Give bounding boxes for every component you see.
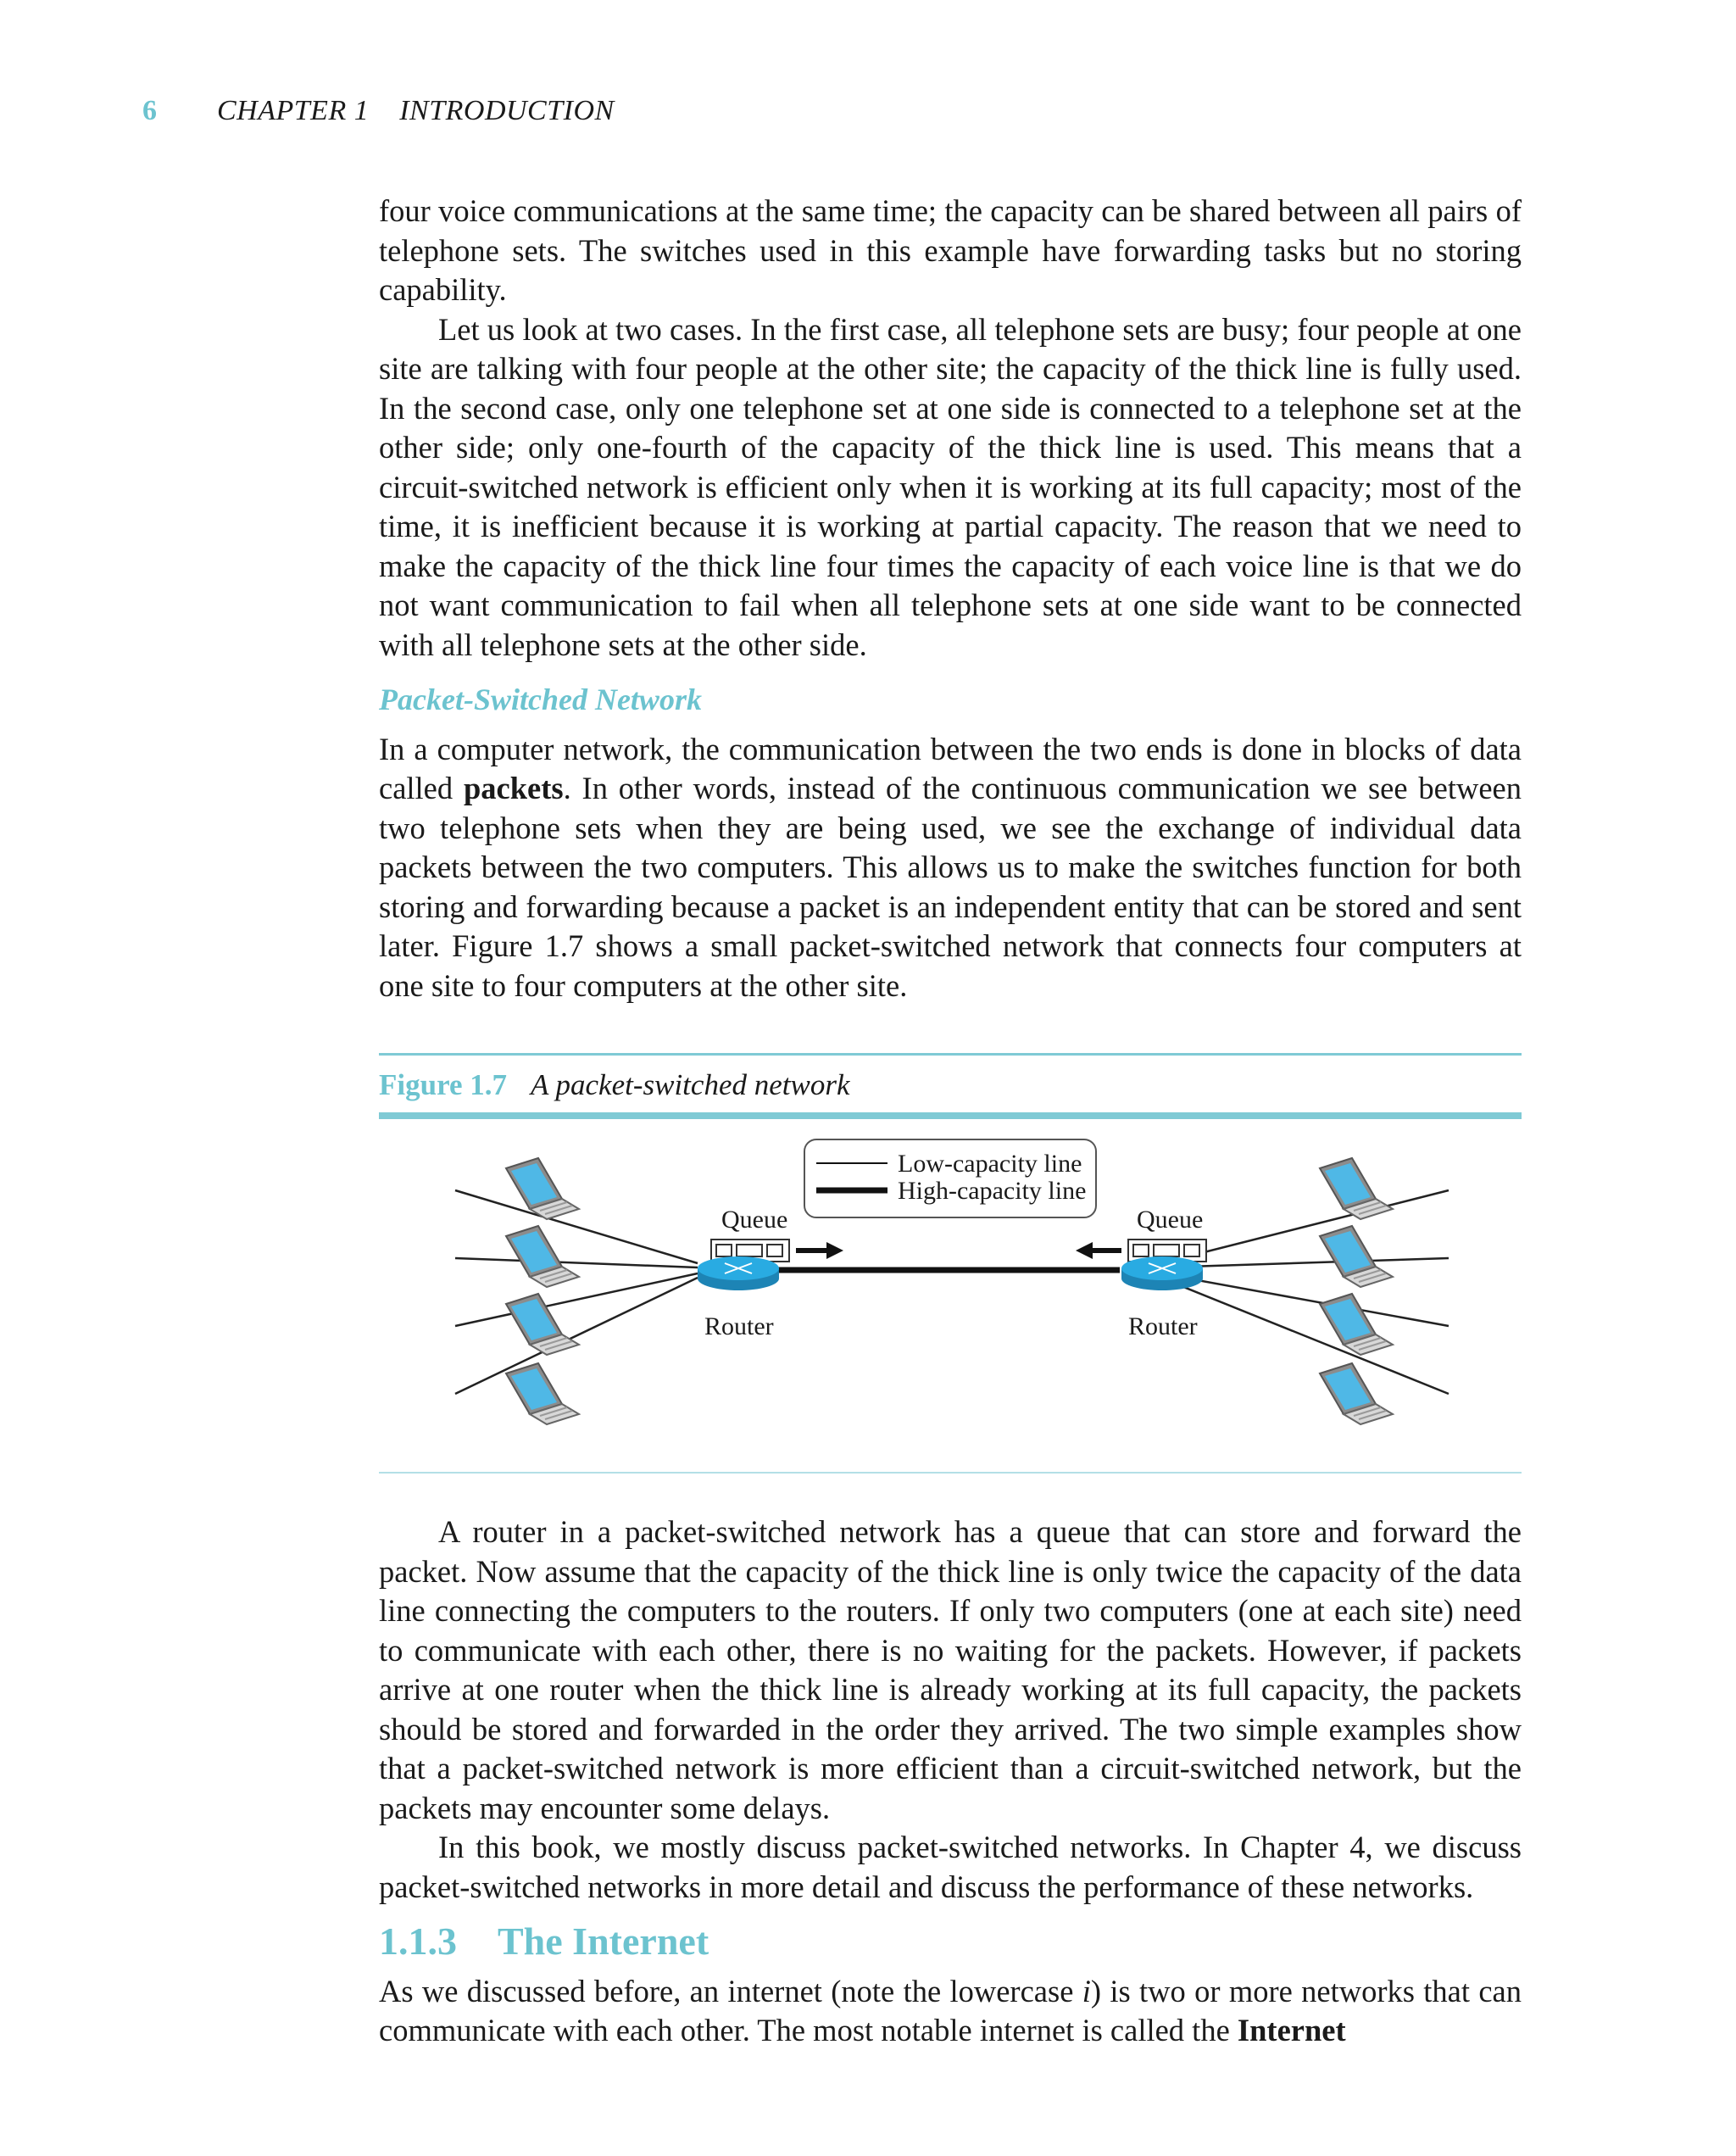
figure-1-7 [379, 1053, 1522, 1474]
router-left-label: Router [704, 1312, 774, 1340]
paragraph: four voice communications at the same time; the capacity can be shared between all pairs of telephone sets. The switches used in this example have forwarding tasks but no storing capability. [379, 193, 1522, 307]
text-span: ) is two or more networks that can communicate with each other. The most notable internet is called the [379, 1973, 1522, 2047]
figure-number: Figure 1.7 [379, 1068, 508, 1101]
laptop-icon [506, 1226, 579, 1287]
page-number: 6 [142, 95, 158, 126]
router-left-icon [698, 1256, 779, 1290]
laptop-icon [1320, 1226, 1393, 1287]
figure-rule-bottom [379, 1472, 1522, 1474]
section-title: The Internet [498, 1919, 709, 1963]
laptop-icon [506, 1294, 579, 1355]
paragraph: Let us look at two cases. In the first case, all telephone sets are busy; four people at one site are talking with four people at the other site; the capacity of the thick line is fully used. In the second case, only one telephone set at one side is connected to a telephone set at the other side; only one-fourth of the capacity of the thick line is used. This means that a circuit-switched network is efficient only when it is working at its full capacity; most of the time, it is inefficient because it is working at partial capacity. The reason that we need to make the capacity of the thick line four times the capacity of each voice line is that we do not want communication to fail when all telephone sets at one side want to be connected with all telephone sets at the other side. [379, 311, 1522, 662]
network-diagram [379, 1129, 1522, 1468]
text-span: In a computer network, the communication between the two ends is done in blocks of data called [379, 731, 1522, 805]
laptop-icon [1320, 1363, 1393, 1424]
italic-i: i [1082, 1973, 1091, 2008]
term-packets: packets [463, 771, 564, 805]
low-capacity-links-right [1160, 1190, 1449, 1394]
paragraph: A router in a packet-switched network has a queue that can store and forward the packet. Now assume that the capacity of the thick line is only twice the capacity of the data line connecting the computers to the routers. If only two computers (one at each site) need to communicate with each other, there is no waiting for the packets. However, if packets arrive at one router when the thick line is already working at its full capacity, the packets should be stored and forwarded in the order they arrived. The two simple examples show that a packet-switched network is more efficient than a circuit-switched network, but the packets may encounter some delays. [379, 1514, 1522, 1825]
queue-right-label: Queue [1137, 1206, 1204, 1234]
arrow-right-icon [796, 1242, 843, 1259]
figure-caption [379, 1068, 850, 1102]
paragraph: In this book, we mostly discuss packet-switched networks. In Chapter 4, we discuss packet-switched networks in more detail and discuss the performance of these networks. [379, 1830, 1522, 1904]
text-span: As we discussed before, an internet (note the lowercase [379, 1973, 1082, 2008]
router-right-icon [1121, 1256, 1203, 1290]
legend-high-label: High-capacity line [898, 1177, 1087, 1205]
legend [804, 1139, 1096, 1217]
laptop-icon [506, 1363, 579, 1424]
chapter-label: CHAPTER 1 [217, 95, 370, 126]
figure-rule-thick [379, 1112, 1522, 1119]
laptop-icon [1320, 1158, 1393, 1219]
arrow-left-icon [1076, 1242, 1121, 1259]
figure-title: A packet-switched network [531, 1068, 850, 1101]
paragraph-internet [379, 1972, 1522, 2051]
low-capacity-links-left [455, 1190, 698, 1394]
queue-left-label: Queue [721, 1206, 788, 1234]
section-number: 1.1.3 [379, 1919, 457, 1963]
subheading-packet-switched: Packet-Switched Network [379, 682, 702, 716]
text-column-bottom [379, 1513, 1522, 2051]
running-head [142, 95, 615, 127]
term-internet: Internet [1237, 2013, 1346, 2047]
legend-low-label: Low-capacity line [898, 1150, 1082, 1178]
text-span: . In other words, instead of the continuous communication we see between two telephone sets when they are being used, we see the exchange of individual data packets between the two computers. This allows us to make the switches function for both storing and forwarding because a packet is an independent entity that can be stored and sent later. Figure 1.7 shows a small packet-switched network that connects four computers at one site to four computers at the other site. [379, 771, 1522, 1003]
chapter-title: INTRODUCTION [399, 95, 615, 126]
figure-rule-top [379, 1053, 1522, 1056]
text-column-top [379, 192, 1522, 1006]
section-heading [379, 1919, 1522, 1963]
router-right-label: Router [1128, 1312, 1198, 1340]
paragraph-packets [379, 730, 1522, 1006]
